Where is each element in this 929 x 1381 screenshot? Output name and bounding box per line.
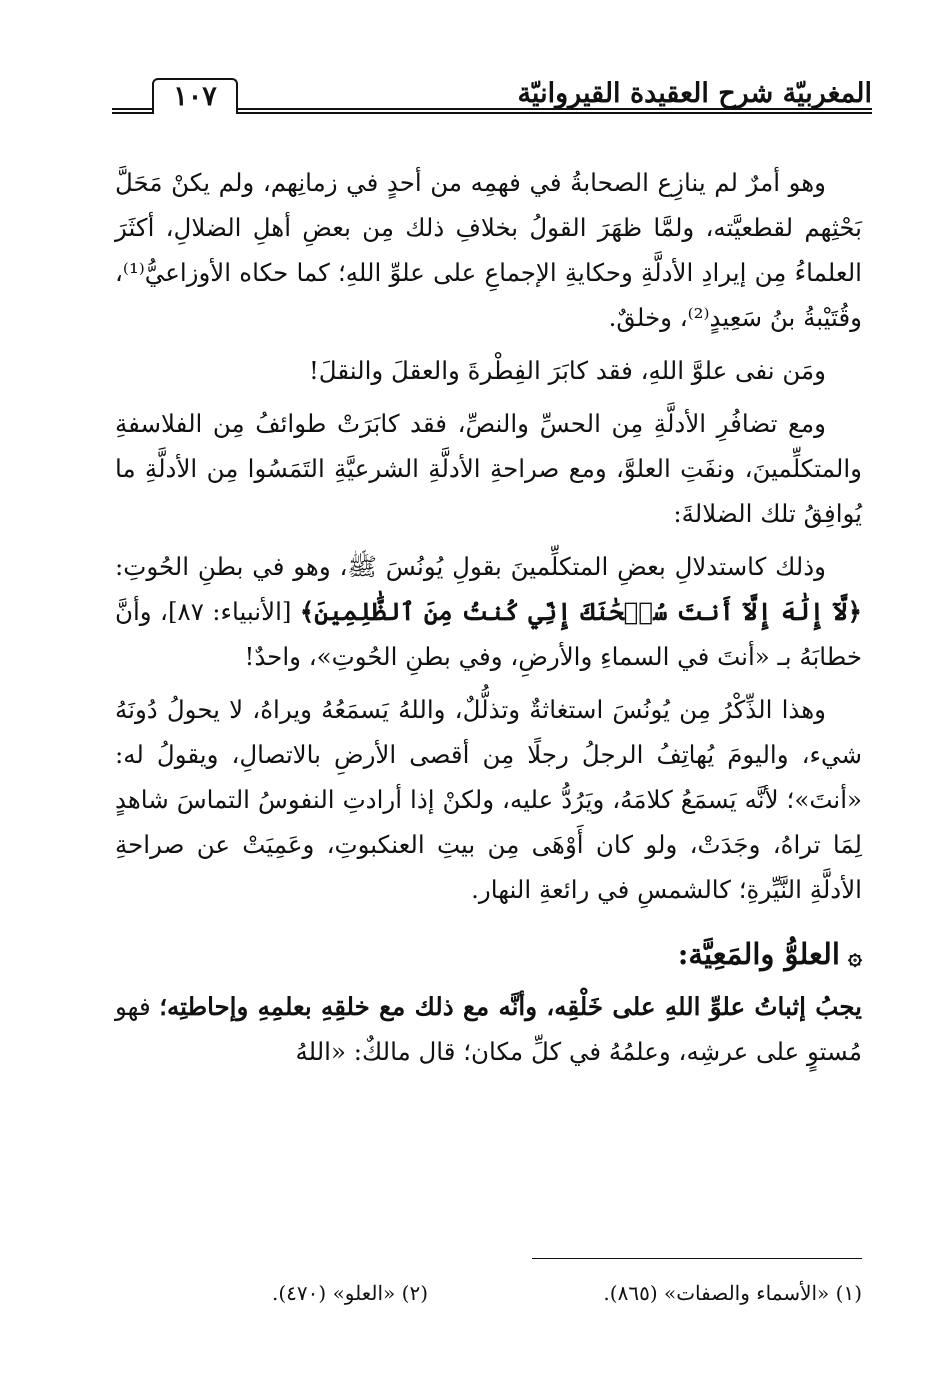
footnote-1: (١) «الأسماء والصفات» (٨٦٥). — [603, 1281, 862, 1305]
footnote-2: (٢) «العلو» (٤٧٠). — [272, 1281, 429, 1305]
page-body — [115, 160, 862, 1082]
paragraph-2: ومَن نفى علوَّ اللهِ، فقد كابَرَ الفِطْرةَ والعقلَ والنقلَ! — [308, 356, 826, 385]
paragraph-1: وهو أمرٌ لم ينازِع الصحابةُ في فهمِه من أحدٍ في زمانِهم، ولم يكنْ مَحَلَّ بَحْثِهم لقطعيَّته، ولمَّا ظهَرَ القولُ بخلافِ ذلك مِن بعضِ أهلِ الضلالِ، أكثَرَ العلماءُ مِن إيرادِ الأدلَّةِ وحكايةِ الإجماعِ على علوِّ اللهِ؛ كما حكاه الأوزاعيُّ⁽¹⁾، وقُتَيْبةُ بنُ سَعِيدٍ⁽²⁾، وخلقٌ. — [115, 168, 862, 332]
page-number: ١٠٧ — [152, 78, 238, 114]
paragraph-5: وهذا الذِّكْرُ مِن يُونُسَ استغاثةٌ وتذلُّلٌ، واللهُ يَسمَعُهُ ويراهُ، لا يحولُ دُونَهُ شيء، واليومَ يُهاتِفُ الرجلُ رجلًا مِن أقصى الأرضِ بالاتصالِ، ويقولُ له: «أنتَ»؛ لأنَّه يَسمَعُ كلامَهُ، ويَرُدُّ عليه، ولكنْ إذا أرادتِ النفوسُ التماسَ شاهدٍ لِمَا تراهُ، وجَدَتْ، ولو كان أَوْهَى مِن بيتِ العنكبوتِ، وعَمِيَتْ عن صراحةِ الأدلَّةِ النَّيِّرةِ؛ كالشمسِ في رائعةِ النهار. — [115, 695, 862, 904]
section-heading-text: العلوُّ والمَعِيَّة: — [677, 937, 840, 971]
final-rest-text: فهو مُستوٍ على عرشِه، وعلمُهُ في كلِّ مكان؛ قال مالكٌ: «اللهُ — [115, 992, 862, 1066]
quran-verse: ﴿لَّآ إِلَٰهَ إِلَّآ أَنتَ سُبۡحَٰنَكَ إِنِّي كُنتُ مِنَ ٱلظَّٰلِمِينَ﴾ — [299, 597, 862, 626]
section-heading — [115, 932, 862, 978]
running-header — [112, 70, 872, 130]
paragraph-final — [115, 984, 862, 1074]
header-rule-left — [112, 108, 154, 114]
footnote-rule — [532, 1258, 862, 1259]
jonah-intro: وذلك كاستدلالِ بعضِ المتكلِّمينَ بقولِ يُونُسَ ﷺ، وهو في بطنِ الحُوتِ: — [115, 552, 826, 581]
paragraph-3: ومع تضافُرِ الأدلَّةِ مِن الحسِّ والنصِّ، فقد كابَرَتْ طوائفُ مِن الفلاسفةِ والمتكلِّمينَ، ونفَتِ العلوَّ، ومع صراحةِ الأدلَّةِ الشرعيَّةِ التَمَسُوا مِن الأدلَّةِ ما يُوافِقُ تلك الضلالةَ: — [115, 409, 862, 528]
book-title: المغربيّة شرح العقيدة القيروانيّة — [517, 78, 872, 109]
paragraph-jonah — [115, 544, 862, 679]
header-rule — [236, 108, 872, 114]
jonah-rest: [الأنبياء: ٨٧]، وأنَّ خطابَهُ بـ «أنتَ في السماءِ والأرضِ، وفي بطنِ الحُوتِ»، واحدٌ! — [115, 597, 862, 671]
footnotes — [115, 1258, 862, 1305]
footnote-row — [272, 1281, 862, 1305]
final-bold-text: يجبُ إثباتُ علوِّ اللهِ على خَلْقِه، وأنَّه مع ذلك مع خلقِهِ بعلمِهِ وإحاطتِه؛ — [159, 992, 862, 1021]
section-mark-icon: ۞ — [847, 941, 862, 970]
